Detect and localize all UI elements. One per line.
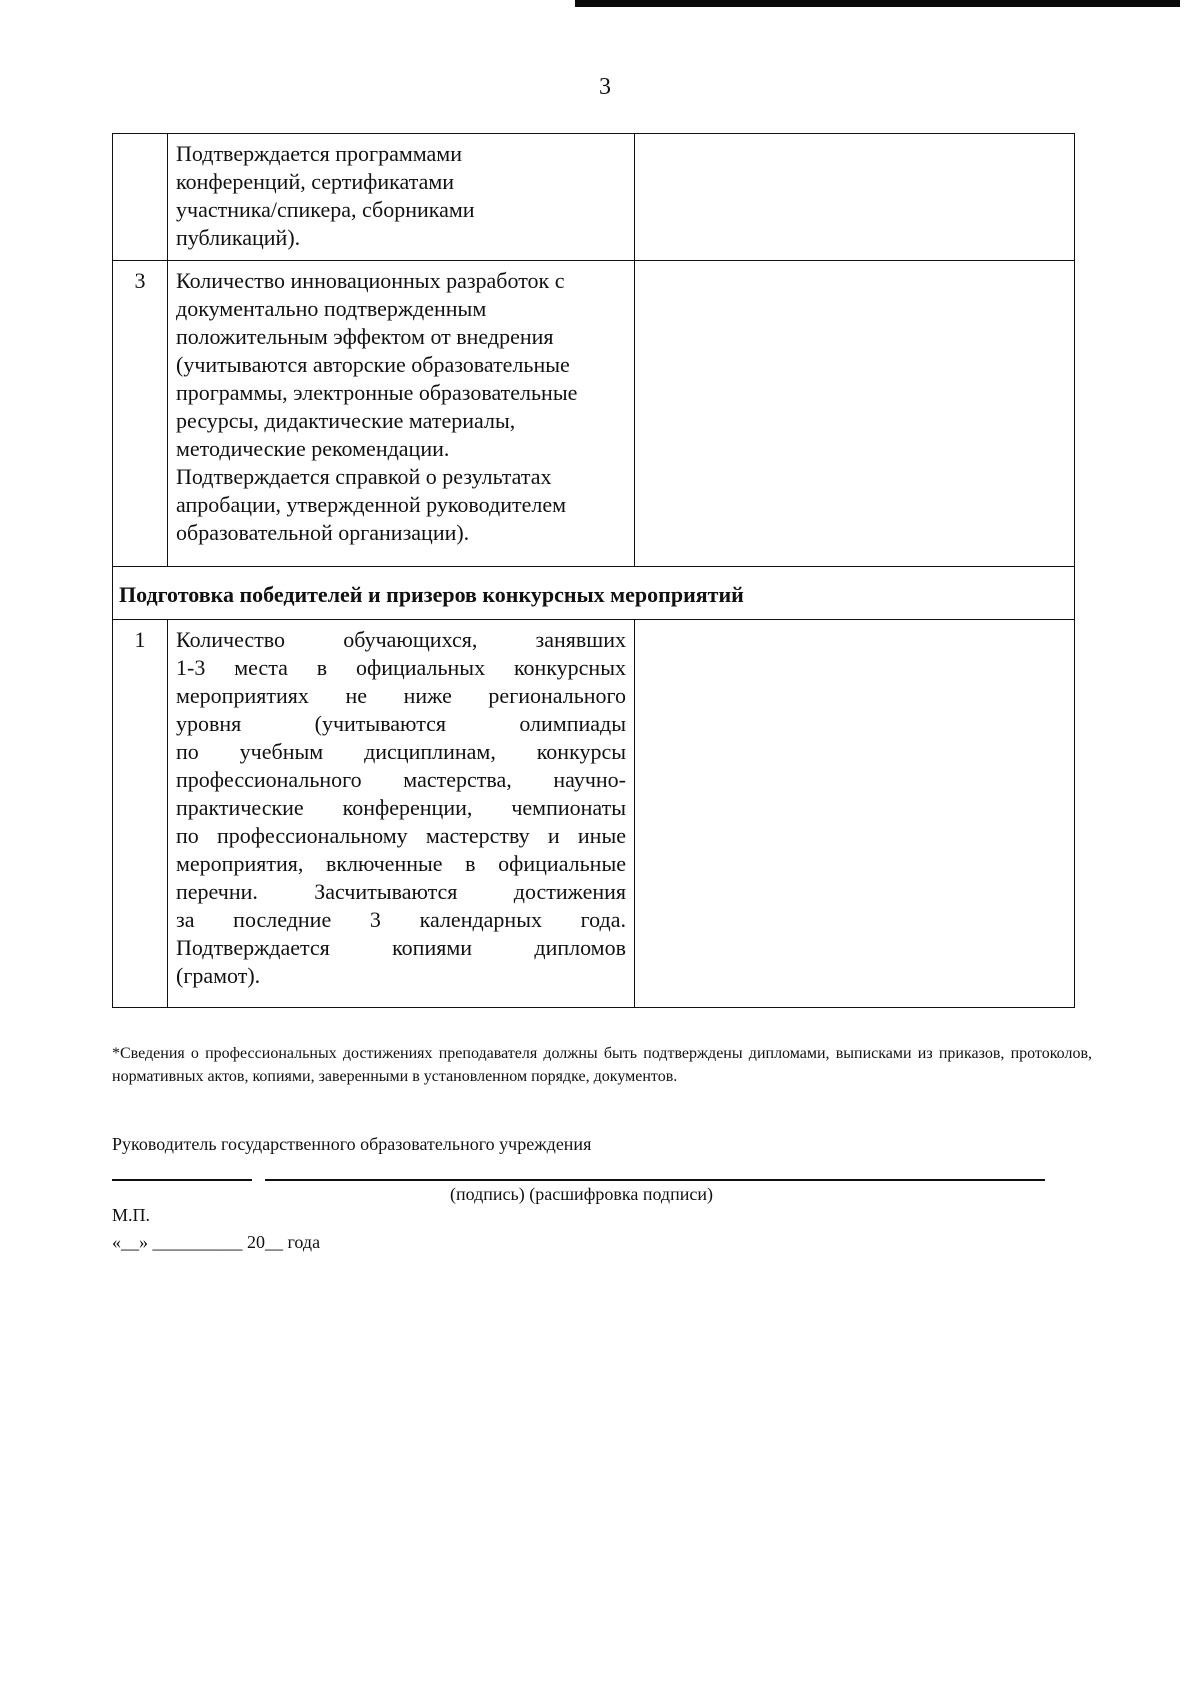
section-title: Подготовка победителей и призеров конкурсных мероприятий — [113, 567, 1075, 620]
date-line[interactable]: «__» __________ 20__ года — [112, 1232, 321, 1252]
row-number: 1 — [113, 620, 168, 1008]
signature-caption: (подпись) (расшифровка подписи) — [450, 1184, 713, 1204]
head-label: Руководитель государственного образовательного учреждения — [112, 1134, 592, 1154]
text-line: апробации, утвержденной руководителем — [176, 492, 567, 517]
section-header-row — [113, 567, 1075, 620]
footnote: *Сведения о профессиональных достижениях преподавателя должны быть подтверждены дипломами, выписками из приказов, протоколов, нормативных актов, копиями, заверенными в установленном порядке, документов. — [112, 1045, 1092, 1085]
text-line: мероприятиях не ниже регионального — [176, 683, 626, 708]
text-line: Количество обучающихся, занявших — [176, 627, 626, 652]
text-line: по профессиональному мастерству и иные — [176, 823, 626, 848]
text-line: Подтверждается программами — [176, 141, 462, 166]
text-line: участника/спикера, сборниками — [176, 197, 475, 222]
text-line: мероприятия, включенные в официальные — [176, 851, 626, 876]
text-line: уровня (учитываются олимпиады — [176, 711, 626, 736]
value-cell[interactable] — [635, 134, 1075, 261]
scan-edge-bar — [575, 0, 1180, 7]
text-line: перечни. Засчитываются достижения — [176, 879, 626, 904]
criterion-text — [168, 134, 635, 261]
text-line: публикаций). — [176, 225, 301, 250]
text-line: (грамот). — [176, 963, 261, 988]
text-line: положительным эффектом от внедрения — [176, 324, 554, 349]
row-number — [113, 134, 168, 261]
criterion-text — [168, 261, 635, 567]
value-cell[interactable] — [635, 261, 1075, 567]
text-line: документально подтвержденным — [176, 296, 487, 321]
text-line: 1-3 места в официальных конкурсных — [176, 655, 626, 680]
text-line: ресурсы, дидактические материалы, — [176, 408, 516, 433]
text-line: программы, электронные образовательные — [176, 380, 578, 405]
row-number: 3 — [113, 261, 168, 567]
text-line: Подтверждается копиями дипломов — [176, 935, 626, 960]
criteria-table — [112, 133, 1075, 1008]
criterion-text — [168, 620, 635, 1008]
value-cell[interactable] — [635, 620, 1075, 1008]
stamp-label: М.П. — [112, 1205, 151, 1225]
table-row — [113, 261, 1075, 567]
name-line[interactable] — [265, 1179, 1045, 1181]
page-number: 3 — [599, 74, 611, 100]
text-line: методические рекомендации. — [176, 436, 450, 461]
text-line: Подтверждается справкой о результатах — [176, 464, 552, 489]
text-line: практические конференции, чемпионаты — [176, 795, 626, 820]
text-line: профессионального мастерства, научно- — [176, 767, 626, 792]
signature-line[interactable] — [112, 1179, 252, 1181]
text-line: (учитываются авторские образовательные — [176, 352, 570, 377]
text-line: по учебным дисциплинам, конкурсы — [176, 739, 626, 764]
text-line: Количество инновационных разработок с — [176, 268, 565, 293]
table-row — [113, 134, 1075, 261]
text-line: за последние 3 календарных года. — [176, 907, 626, 932]
text-line: конференций, сертификатами — [176, 169, 455, 194]
table-row — [113, 620, 1075, 1008]
text-line: образовательной организации). — [176, 520, 470, 545]
